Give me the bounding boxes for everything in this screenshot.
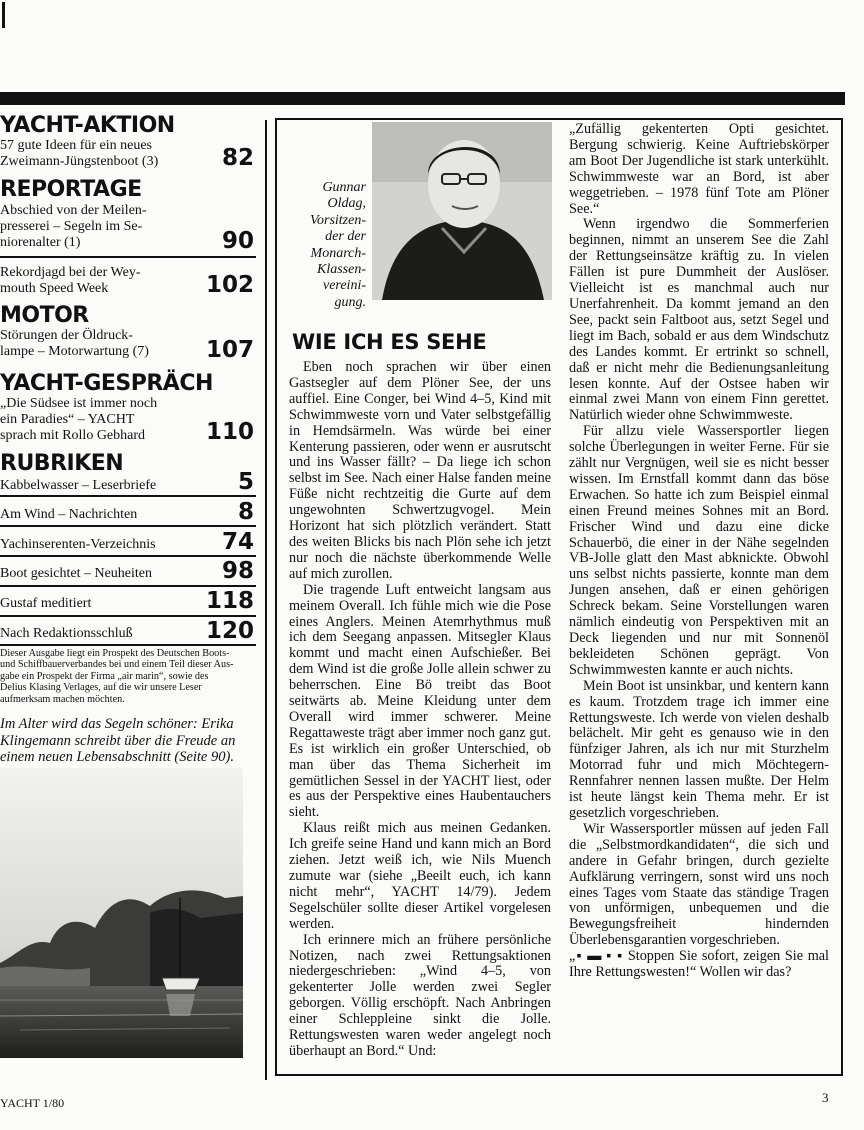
toc-rule: [0, 525, 256, 527]
toc-heading-yacht-gespraech: YACHT-GESPRÄCH: [0, 371, 213, 396]
toc-entry-text[interactable]: Rekordjagd bei der Wey- mouth Speed Week: [0, 265, 141, 296]
toc-entry-text[interactable]: 57 gute Ideen für ein neues Zweimann-Jüngstenboot (3): [0, 138, 159, 169]
toc-entry-text[interactable]: Nach Redaktionsschluß: [0, 626, 133, 641]
article-paragraph: Wir Wassersportler müssen auf jeden Fall die „Selbstmordkandidaten“, die sich und andere in Gefahr bringen, durch gezielte Aufklärung verringern, sonst wird uns noch eines Tages vom Staate das ständige Tragen von unförmigen, unbequemen und die Bewegungsfreiheit hindernden Überlebensgarantien vorgeschrieben.: [569, 820, 829, 949]
issue-label: YACHT 1/80: [0, 1096, 65, 1110]
toc-page-number[interactable]: 90: [221, 228, 254, 254]
toc-entry-text[interactable]: Gustaf meditiert: [0, 596, 92, 611]
toc-rule: [0, 615, 256, 617]
toc-page-number[interactable]: 118: [205, 588, 254, 614]
toc-page-number[interactable]: 82: [221, 145, 254, 171]
toc-page-number[interactable]: 120: [205, 618, 254, 644]
toc-entry-text[interactable]: Abschied von der Meilen- presserei – Segeln im Se- niorenalter (1): [0, 203, 147, 250]
article-paragraph: „▪ ▬ ▪ ▪ Stoppen Sie sofort, zeigen Sie mal Ihre Rettungswesten!“ Wollen wir das?: [569, 948, 829, 981]
toc-entry-text[interactable]: Kabbelwasser – Leserbriefe: [0, 478, 157, 493]
toc-page-number[interactable]: 5: [237, 469, 254, 495]
article-paragraph: Eben noch sprachen wir über einen Gastsegler auf dem Plöner See, der uns auffiel. Eine Conger, bei Wind 4–5, Kind mit Schwimmweste vorn und Vater selbstgefällig in Hemdsärmeln. Was würde bei einer Kenterung passieren, oder wenn er ausrutscht und ins Wasser fällt? – Da liege ich schon selbst im See. Nach einer Halse fanden meine Füße nicht rechtzeitig die Gurte auf dem ungewohnten Schwertzugvogel. Mein Horizont hat sich plötzlich verändert. Statt des weiten Blicks bis nach Plön sehe ich jetzt nur noch die nächste überkommende Welle auf mich zurollen.: [289, 359, 551, 582]
toc-rule: [0, 555, 256, 557]
teaser-text[interactable]: Im Alter wird das Segeln schöner: Erika Klingemann schreibt über die Freude an einem neuen Lebensabschnitt (Seite 90).: [0, 716, 236, 765]
toc-page-number[interactable]: 107: [205, 337, 254, 363]
article-paragraph: „Zufällig gekenterten Opti gesichtet. Bergung schwierig. Keine Auftriebskörper am Boot Der Jugendliche ist stark unterkühlt. Schwimmweste war an Bord, ist aber weggetrieben. – 1978 fünf Tote am Plöner See.“: [569, 121, 829, 217]
toc-entry-text[interactable]: Am Wind – Nachrichten: [0, 507, 138, 522]
article-paragraph: Ich erinnere mich an frühere persönliche Notizen, nach zwei Rettungsaktionen niedergeschrieben: „Wind 4–5, von gekenterter Jolle werden zwei Segler geborgen. Völlig erschöpft. Nach Anbringen einer Schleppleine sinkt die Jolle. Rettungswesten waren weder angelegt noch überhaupt an Bord.“ Und:: [289, 931, 551, 1059]
insert-note: Dieser Ausgabe liegt ein Prospekt des Deutschen Boots- und Schiffbauerverbandes bei und einem Teil dieser Aus- gabe ein Prospekt der Firma „air marin“, sowie des Delius Klasing Verlages, auf die wir unsere Leser aufmerksam machen möchten.: [0, 648, 234, 705]
article-paragraph: Die tragende Luft entweicht langsam aus meinem Overall. Ich fühle mich wie die Pose eines Anglers. Meinen Atemrhythmus muß ich dem Seegang anpassen. Mitsegler Klaus kommt und macht einen Aufschießer. Bei dem Wind ist die große Jolle allein schwer zu beherrschen. Eine Bö treibt das Boot seitwärts ab. Meine Kleidung unter dem Overall wird immer schwerer. Meine Regattaweste trägt aber immer noch ganz gut. Es ist wirklich ein großer Unterschied, ob man über das Thema Sicherheit im gemütlichen Sessel in der YACHT liest, oder es aus der Perspektive eines Haubentauchers sieht.: [289, 581, 551, 821]
portrait-graphic: [372, 122, 552, 300]
toc-heading-rubriken: RUBRIKEN: [0, 451, 124, 476]
toc-rule: [0, 644, 256, 646]
portrait-photo: [372, 122, 552, 300]
toc-page-number[interactable]: 8: [237, 499, 254, 525]
toc-heading-motor: MOTOR: [0, 303, 89, 328]
article-paragraph: Für allzu viele Wassersportler liegen solche Überlegungen in weiter Ferne. Für sie zählt nur Vergnügen, weil sie es nicht besser wissen. Im Ernstfall kommt dann das böse Erwachen. So hatte ich zum Beispiel einmal einen Freund meines Sohnes mit an Bord. Frischer Wind und dazu eine dicke Schauerbö, die einer in der Nähe segelnden VB-Jolle glatt den Mast abknickte. Obwohl uns selbst nichts passierte, konnte man dem Jungen ansehen, daß er einen gehörigen Schreck bekam. Seine Vorstellungen waren nämlich eindeutig von Perspektiven mit an Deck liegenden und nur mit Sonnenöl bekleideten Schönen geprägt. Von Schwimmwesten kannte er auch nichts.: [569, 423, 829, 678]
toc-page-number[interactable]: 102: [205, 272, 254, 298]
toc-heading-reportage: REPORTAGE: [0, 177, 142, 202]
toc-page-number[interactable]: 74: [221, 529, 254, 555]
toc-entry-text[interactable]: Yachinserenten-Verzeichnis: [0, 537, 156, 552]
toc-entry-text[interactable]: Boot gesichtet – Neuheiten: [0, 566, 153, 581]
article-column-middle: [289, 360, 551, 1060]
toc-rule: [0, 495, 256, 497]
toc-page-number[interactable]: 110: [205, 419, 254, 445]
column-divider: [265, 120, 267, 1080]
harbor-photo-graphic: [0, 768, 243, 1058]
article-title: WIE ICH ES SEHE: [292, 330, 487, 354]
article-paragraph: Klaus reißt mich aus meinen Gedanken. Ich greife seine Hand und kann mich an Bord ziehen. Jetzt weiß ich, wie Nils Muench zumute war (siehe „Beeilt euch, ich kann nicht mehr“, YACHT 14/79). Jedem Segelschüler sollte dieser Artikel vorgelesen werden.: [289, 820, 551, 932]
toc-entry-text[interactable]: „Die Südsee ist immer noch ein Paradies“ – YACHT sprach mit Rollo Gebhard: [0, 396, 158, 443]
article-paragraph: Mein Boot ist unsinkbar, und kentern kann es kaum. Trotzdem trage ich immer eine Rettungsweste. Ich werde von vielen deshalb belächelt. Mir geht es genauso wie in den fünfziger Jahren, als ich nur mit Sturzhelm Motorrad fuhr und mich Möchtegern-Rennfahrer nennen lassen mußte. Der Helm ist heute längst kein Thema mehr. Er ist gesetzlich vorgeschrieben.: [569, 677, 829, 821]
toc-entry-text[interactable]: Störungen der Öldruck- lampe – Motorwartung (7): [0, 328, 149, 359]
page-number: 3: [822, 1090, 829, 1105]
article-column-right: [569, 122, 829, 981]
toc-heading-yacht-aktion: YACHT-AKTION: [0, 113, 175, 138]
harbor-photo: [0, 768, 243, 1058]
toc-page-number[interactable]: 98: [221, 558, 254, 584]
toc-rule: [0, 256, 256, 258]
portrait-caption: Gunnar Oldag, Vorsitzen- der der Monarch- Klassen- vereini- gung.: [310, 180, 366, 310]
toc-rule: [0, 585, 256, 587]
article-paragraph: Wenn irgendwo die Sommerferien beginnen, nimmt an unserem See die Zahl der Rettungseinsätze kräftig zu. In vielen Fällen ist pure Dummheit der Auslöser. Vielleicht ist es manchmal auch nur Unerfahrenheit. Da kommt jemand an den See, packt sein Faltboot aus, setzt Segel und liegt im Bach, sobald er aus dem Windschutz des Landes kommt. Er ertrinkt so schnell, daß er nicht mehr die Bedienungsanleitung lesen konnte. Auf der Ostsee haben wir einmal zwei Mann von einem Finn gerettet. Natürlich wieder ohne Schwimmweste.: [569, 216, 829, 424]
